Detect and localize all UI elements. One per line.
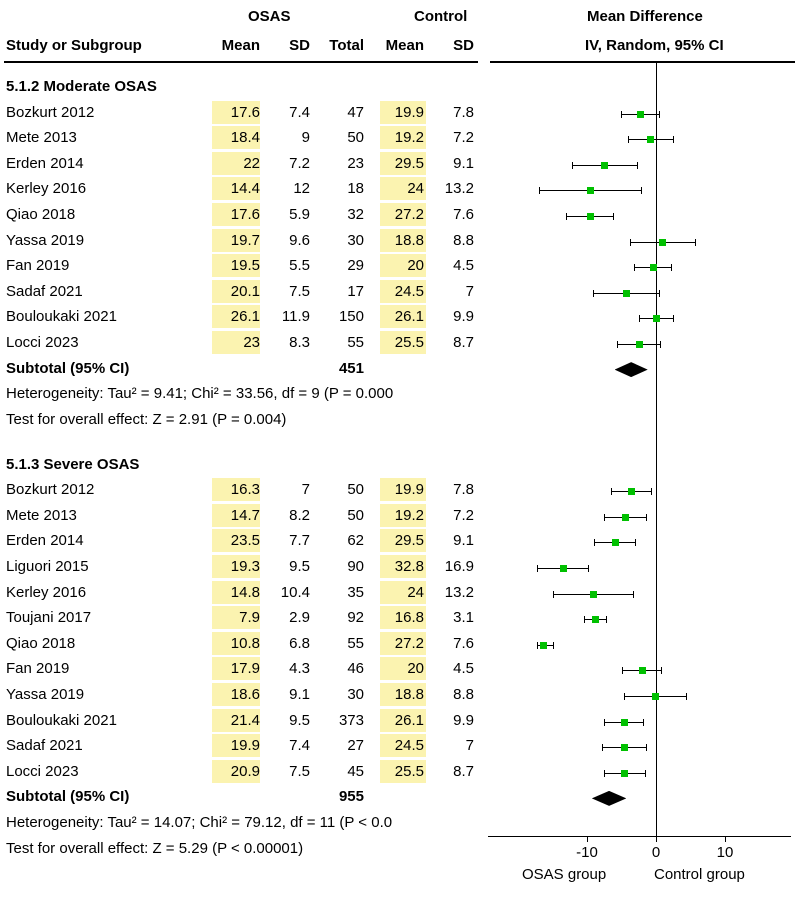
overall-effect-text: Test for overall effect: Z = 5.29 (P < 0.00001): [6, 839, 304, 857]
row-osas-mean: 26.1: [230, 308, 260, 326]
row-osas-sd: 6.8: [289, 634, 310, 652]
effect-estimate-marker: [623, 290, 630, 297]
ci-cap-lower: [572, 162, 573, 169]
row-osas-total: 30: [347, 231, 364, 249]
row-study-label: Qiao 2018: [6, 206, 76, 223]
row-osas-total: 55: [347, 634, 364, 652]
row-control-mean: 19.2: [394, 129, 424, 147]
row-control-mean: 32.8: [394, 558, 424, 575]
effect-estimate-marker: [652, 693, 659, 700]
pooled-effect-diamond: [615, 362, 648, 377]
header-control-mean: Mean: [385, 37, 424, 54]
row-osas-sd: 5.5: [289, 257, 310, 275]
ci-cap-lower: [621, 111, 622, 118]
ci-cap-upper: [659, 111, 660, 118]
effect-estimate-marker: [647, 136, 654, 143]
row-study-label: Sadaf 2021: [6, 282, 83, 300]
row-osas-total: 32: [347, 206, 364, 223]
row-osas-total: 45: [347, 762, 364, 780]
header-osas-total: Total: [329, 37, 364, 54]
x-axis: [488, 836, 791, 837]
ci-cap-lower: [604, 719, 605, 726]
row-osas-mean: 19.7: [230, 231, 260, 249]
overall-effect-text: Test for overall effect: Z = 2.91 (P = 0.004): [6, 410, 287, 428]
row-osas-mean: 23.5: [230, 532, 260, 550]
x-axis-tick: [587, 836, 588, 842]
ci-cap-upper: [661, 667, 662, 674]
row-control-mean: 24.5: [394, 282, 424, 300]
row-osas-mean: 20.9: [230, 762, 260, 780]
row-osas-mean: 17.6: [230, 103, 260, 121]
row-osas-total: 23: [347, 154, 364, 172]
heterogeneity-text: Heterogeneity: Tau² = 14.07; Chi² = 79.12, df = 11 (P < 0.0: [6, 814, 393, 831]
effect-estimate-marker: [560, 565, 567, 572]
row-osas-total: 62: [347, 532, 364, 550]
row-osas-mean: 17.9: [230, 660, 260, 678]
row-control-mean: 29.5: [394, 154, 424, 172]
row-osas-mean: 14.4: [230, 180, 260, 198]
ci-cap-lower: [604, 770, 605, 777]
effect-estimate-marker: [659, 239, 666, 246]
row-osas-sd: 7.4: [289, 737, 310, 755]
ci-cap-upper: [673, 315, 674, 322]
row-control-mean: 19.9: [394, 103, 424, 121]
row-osas-mean: 19.3: [230, 558, 260, 575]
x-axis-tick: [725, 836, 726, 842]
row-osas-sd: 9.1: [289, 686, 310, 703]
row-osas-total: 46: [347, 660, 364, 678]
ci-cap-lower: [628, 136, 629, 143]
row-control-mean: 29.5: [394, 532, 424, 550]
row-control-sd: 13.2: [444, 180, 474, 198]
row-osas-total: 47: [347, 103, 364, 121]
ci-cap-lower: [624, 693, 625, 700]
ci-cap-lower: [539, 187, 540, 194]
row-study-label: Kerley 2016: [6, 180, 87, 198]
row-osas-sd: 9: [301, 129, 310, 147]
ci-cap-upper: [588, 565, 589, 572]
row-control-sd: 7.2: [453, 129, 474, 147]
row-study-label: Mete 2013: [6, 506, 77, 524]
row-osas-sd: 11.9: [281, 308, 310, 326]
table-group-header: [0, 0, 478, 25]
ci-cap-upper: [646, 744, 647, 751]
row-osas-sd: 5.9: [289, 206, 310, 223]
row-osas-sd: 7.2: [289, 154, 310, 172]
row-osas-total: 27: [347, 737, 364, 755]
row-osas-sd: 7.4: [289, 103, 310, 121]
row-osas-mean: 10.8: [230, 634, 260, 652]
row-control-sd: 4.5: [453, 257, 474, 275]
row-osas-total: 150: [338, 308, 364, 326]
ci-cap-upper: [671, 264, 672, 271]
row-control-sd: 9.9: [453, 711, 474, 729]
effect-estimate-marker: [622, 514, 629, 521]
row-osas-total: 92: [347, 609, 364, 627]
row-control-sd: 9.9: [453, 308, 474, 326]
ci-cap-upper: [613, 213, 614, 220]
row-osas-sd: 7: [301, 481, 310, 499]
row-control-sd: 8.8: [453, 231, 474, 249]
effect-estimate-marker: [592, 616, 599, 623]
pooled-effect-diamond: [592, 791, 627, 806]
effect-estimate-marker: [636, 341, 643, 348]
row-osas-sd: 9.6: [289, 231, 310, 249]
row-control-sd: 9.1: [453, 532, 474, 550]
axis-caption-left: OSAS group: [522, 866, 607, 883]
row-study-label: Fan 2019: [6, 660, 70, 678]
row-control-mean: 24.5: [394, 737, 424, 755]
row-osas-sd: 9.5: [289, 558, 310, 575]
ci-cap-upper: [645, 770, 646, 777]
row-study-label: Locci 2023: [6, 334, 79, 351]
row-osas-mean: 21.4: [230, 711, 260, 729]
row-osas-mean: 7.9: [239, 609, 260, 627]
ci-cap-upper: [643, 719, 644, 726]
effect-estimate-marker: [621, 770, 628, 777]
row-control-sd: 13.2: [444, 583, 474, 601]
row-osas-sd: 4.3: [289, 660, 310, 678]
forest-plot-area: [478, 0, 801, 914]
header-osas-mean: Mean: [221, 37, 260, 54]
row-control-sd: 8.8: [453, 686, 474, 703]
heterogeneity-text: Heterogeneity: Tau² = 9.41; Chi² = 33.56, df = 9 (P = 0.000: [6, 385, 394, 403]
ci-cap-lower: [537, 642, 538, 649]
header-osas-sd: SD: [289, 37, 310, 54]
header-study: Study or Subgroup: [6, 37, 142, 54]
zero-effect-line: [656, 62, 657, 837]
row-control-mean: 18.8: [394, 686, 424, 703]
ci-cap-lower: [537, 565, 538, 572]
ci-cap-lower: [593, 290, 594, 297]
row-osas-sd: 8.3: [289, 334, 310, 351]
row-study-label: Bouloukaki 2021: [6, 308, 117, 326]
subgroup-heading: 5.1.3 Severe OSAS: [6, 455, 140, 473]
effect-estimate-marker: [590, 591, 597, 598]
row-control-mean: 24: [407, 583, 424, 601]
row-osas-mean: 18.6: [230, 686, 260, 703]
row-control-mean: 24: [407, 180, 424, 198]
row-control-mean: 19.9: [394, 481, 424, 499]
row-osas-mean: 23: [243, 334, 260, 351]
x-axis-tick: [656, 836, 657, 842]
effect-estimate-marker: [639, 667, 646, 674]
subgroup-heading: 5.1.2 Moderate OSAS: [6, 78, 157, 95]
row-control-sd: 8.7: [453, 334, 474, 351]
row-osas-mean: 14.8: [230, 583, 260, 601]
ci-cap-upper: [553, 642, 554, 649]
row-study-label: Yassa 2019: [6, 686, 85, 703]
ci-cap-upper: [660, 341, 661, 348]
row-study-label: Mete 2013: [6, 129, 77, 147]
row-osas-mean: 20.1: [230, 282, 260, 300]
results-table: [0, 0, 478, 25]
row-osas-mean: 16.3: [230, 481, 260, 499]
effect-estimate-marker: [621, 719, 628, 726]
ci-cap-upper: [695, 239, 696, 246]
ci-cap-upper: [651, 488, 652, 495]
row-osas-sd: 10.4: [280, 583, 310, 601]
row-study-label: Bouloukaki 2021: [6, 711, 117, 729]
row-control-mean: 26.1: [394, 308, 424, 326]
subtotal-label: Subtotal (95% CI): [6, 359, 130, 377]
ci-cap-lower: [594, 539, 595, 546]
row-control-sd: 3.1: [453, 609, 474, 627]
row-osas-total: 29: [347, 257, 364, 275]
ci-cap-lower: [634, 264, 635, 271]
subtotal-total: 955: [338, 788, 364, 806]
ci-cap-lower: [604, 514, 605, 521]
ci-cap-lower: [553, 591, 554, 598]
row-control-sd: 7: [465, 737, 474, 755]
row-osas-sd: 7.5: [289, 282, 310, 300]
row-study-label: Erden 2014: [6, 532, 84, 550]
ci-cap-upper: [659, 290, 660, 297]
row-osas-total: 50: [347, 506, 364, 524]
header-control-sd: SD: [453, 37, 474, 54]
header-divider: [4, 61, 478, 63]
row-osas-total: 50: [347, 481, 364, 499]
row-control-mean: 20: [407, 257, 424, 275]
ci-cap-upper: [673, 136, 674, 143]
row-osas-total: 90: [347, 558, 364, 575]
row-control-sd: 7.8: [453, 481, 474, 499]
row-osas-total: 18: [347, 180, 364, 198]
ci-cap-lower: [602, 744, 603, 751]
row-control-mean: 16.8: [394, 609, 424, 627]
ci-cap-lower: [617, 341, 618, 348]
row-osas-total: 35: [347, 583, 364, 601]
ci-cap-upper: [633, 591, 634, 598]
row-study-label: Bozkurt 2012: [6, 103, 95, 121]
row-control-sd: 7.6: [453, 634, 474, 652]
effect-estimate-marker: [587, 187, 594, 194]
row-control-mean: 20: [407, 660, 424, 678]
row-osas-total: 373: [338, 711, 364, 729]
row-osas-mean: 19.5: [230, 257, 260, 275]
row-control-mean: 25.5: [394, 762, 424, 780]
x-axis-tick-label: -10: [576, 844, 598, 861]
row-control-mean: 26.1: [394, 711, 424, 729]
row-control-sd: 8.7: [453, 762, 474, 780]
ci-cap-upper: [635, 539, 636, 546]
row-osas-total: 55: [347, 334, 364, 351]
effect-estimate-marker: [628, 488, 635, 495]
row-control-mean: 19.2: [394, 506, 424, 524]
ci-cap-upper: [637, 162, 638, 169]
header-group-control: Control: [414, 8, 468, 25]
row-control-sd: 16.9: [444, 558, 474, 575]
subtotal-total: 451: [338, 359, 364, 377]
row-control-sd: 9.1: [453, 154, 474, 172]
row-osas-mean: 22: [243, 154, 260, 172]
effect-estimate-marker: [540, 642, 547, 649]
subtotal-label: Subtotal (95% CI): [6, 788, 130, 806]
row-osas-sd: 2.9: [289, 609, 310, 627]
row-control-sd: 7.8: [453, 103, 474, 121]
row-study-label: Liguori 2015: [6, 558, 89, 575]
row-control-mean: 25.5: [394, 334, 424, 351]
row-control-mean: 27.2: [394, 634, 424, 652]
row-osas-mean: 17.6: [230, 206, 260, 223]
row-study-label: Locci 2023: [6, 762, 79, 780]
row-osas-sd: 7.5: [289, 762, 310, 780]
ci-cap-lower: [622, 667, 623, 674]
ci-cap-lower: [630, 239, 631, 246]
x-axis-tick-label: 10: [716, 844, 734, 861]
effect-estimate-marker: [601, 162, 608, 169]
row-control-mean: 27.2: [394, 206, 424, 223]
effect-estimate-marker: [650, 264, 657, 271]
ci-cap-upper: [646, 514, 647, 521]
ci-cap-lower: [639, 315, 640, 322]
row-osas-mean: 18.4: [230, 129, 260, 147]
row-osas-sd: 9.5: [289, 711, 310, 729]
row-study-label: Qiao 2018: [6, 634, 76, 652]
effect-estimate-marker: [612, 539, 619, 546]
row-study-label: Sadaf 2021: [6, 737, 83, 755]
row-control-sd: 7.2: [453, 506, 474, 524]
row-osas-total: 50: [347, 129, 364, 147]
row-osas-sd: 8.2: [289, 506, 310, 524]
effect-estimate-marker: [621, 744, 628, 751]
ci-cap-upper: [686, 693, 687, 700]
ci-cap-upper: [641, 187, 642, 194]
ci-cap-lower: [566, 213, 567, 220]
row-osas-mean: 19.9: [230, 737, 260, 755]
row-osas-sd: 7.7: [289, 532, 310, 550]
header-group-osas: OSAS: [248, 8, 291, 25]
ci-cap-lower: [611, 488, 612, 495]
row-osas-total: 17: [347, 282, 364, 300]
row-control-sd: 4.5: [453, 660, 474, 678]
row-control-mean: 18.8: [394, 231, 424, 249]
row-control-sd: 7: [465, 282, 474, 300]
row-study-label: Yassa 2019: [6, 231, 85, 249]
axis-caption-right: Control group: [654, 866, 745, 883]
header-model: IV, Random, 95% CI: [585, 37, 724, 54]
row-study-label: Bozkurt 2012: [6, 481, 95, 499]
ci-cap-lower: [584, 616, 585, 623]
row-control-sd: 7.6: [453, 206, 474, 223]
effect-estimate-marker: [637, 111, 644, 118]
row-study-label: Fan 2019: [6, 257, 70, 275]
effect-estimate-marker: [587, 213, 594, 220]
effect-estimate-marker: [653, 315, 660, 322]
row-osas-mean: 14.7: [230, 506, 260, 524]
row-study-label: Erden 2014: [6, 154, 84, 172]
x-axis-tick-label: 0: [651, 844, 661, 861]
header-mean-difference: Mean Difference: [587, 8, 703, 25]
row-study-label: Toujani 2017: [6, 609, 92, 627]
ci-cap-upper: [606, 616, 607, 623]
row-study-label: Kerley 2016: [6, 583, 87, 601]
row-osas-total: 30: [347, 686, 364, 703]
row-osas-sd: 12: [293, 180, 310, 198]
